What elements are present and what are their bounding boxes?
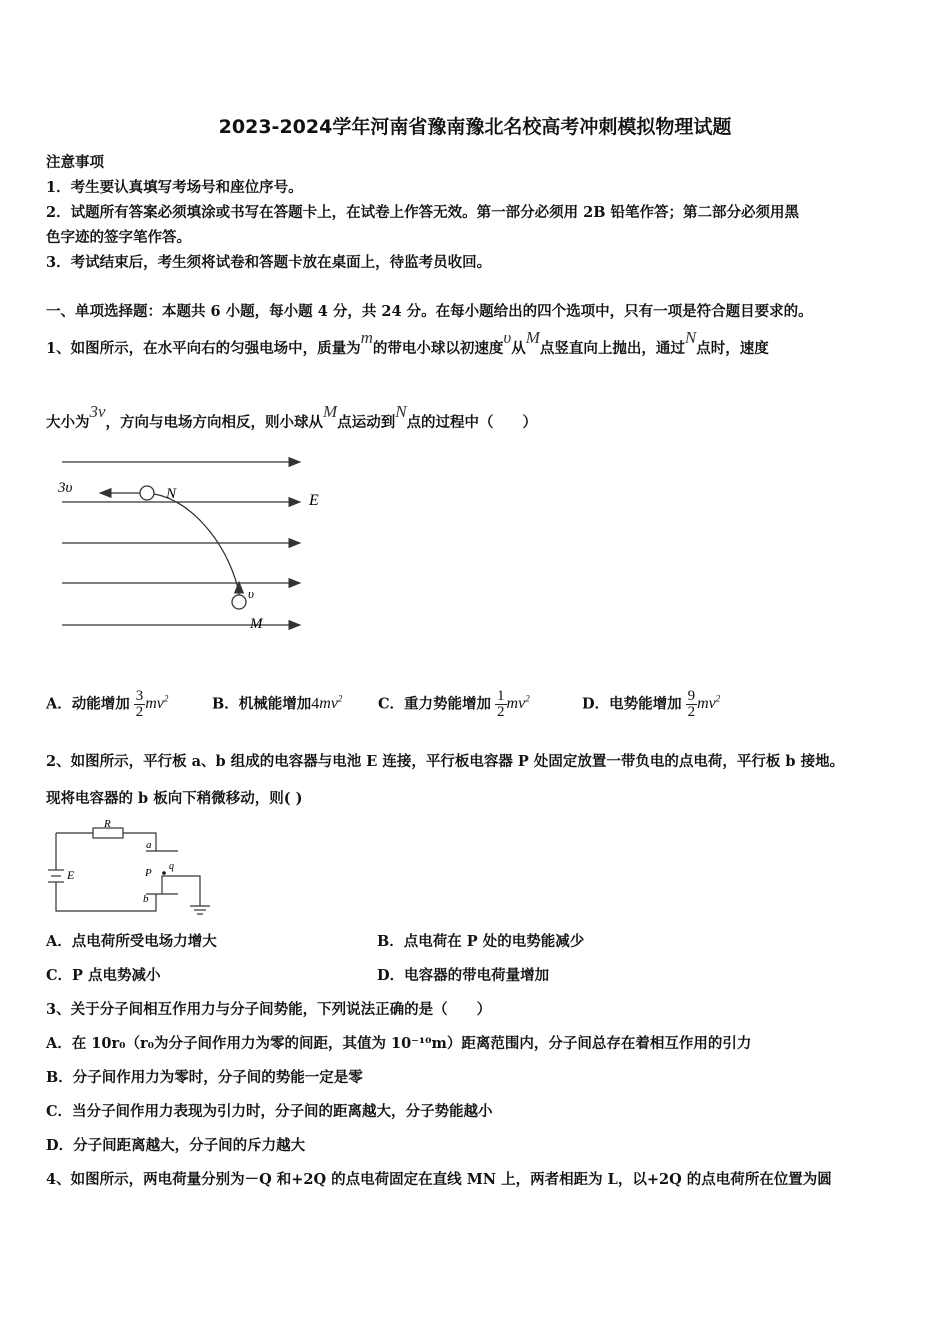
- q3-option-c: C．当分子间作用力表现为引力时，分子间的距离越大，分子势能越小: [46, 1103, 493, 1120]
- q1-sym-N: N: [684, 328, 697, 347]
- ball-at-N: [140, 486, 154, 500]
- q1-a-sq: 2: [163, 694, 169, 704]
- q1-c-den: 2: [497, 703, 505, 720]
- q2-option-b: B．点电荷在 P 处的电势能减少: [377, 933, 585, 950]
- q1-sym-v: υ: [503, 328, 512, 347]
- q1-d-mv-text: mv: [697, 695, 716, 713]
- section-heading: 一、单项选择题：本题共 6 小题，每小题 4 分，共 24 分。在每小题给出的四个选项中，只有一项是符合题目要求的。: [46, 303, 813, 320]
- q1-b-mv: [319, 695, 342, 712]
- q1-a-mv-text: mv: [145, 695, 164, 713]
- q1-b-coef: 4: [311, 695, 320, 713]
- q2-circuit-diagram: [38, 818, 218, 923]
- q1-option-a-text: A．动能增加: [46, 695, 130, 713]
- q1-sym-N2: N: [395, 402, 407, 421]
- notice-item-3: 3．考试结束后，考生须将试卷和答题卡放在桌面上，待监考员收回。: [46, 254, 492, 271]
- q1-text-5: 点时，速度: [696, 340, 769, 357]
- page-title: 2023-2024学年河南省豫南豫北名校高考冲刺模拟物理试题: [218, 116, 732, 138]
- q1-a-mv: [145, 695, 168, 712]
- q3-stem: 3、关于分子间相互作用力与分子间势能，下列说法正确的是（ ）: [46, 1001, 492, 1018]
- q1-stem-line2: [46, 402, 538, 433]
- q1-text-3: 从: [511, 340, 526, 357]
- point-charge: [162, 871, 166, 875]
- q1-option-c-fraction: [495, 689, 507, 720]
- q1-stem-line1: [46, 328, 769, 359]
- q1-option-d-fraction: [686, 689, 698, 720]
- q1-option-a: [46, 684, 168, 720]
- q1-text-7: ，方向与电场方向相反，则小球从: [105, 414, 324, 431]
- q1-a-den: 2: [135, 703, 144, 720]
- q1-text-6: 大小为: [46, 414, 90, 431]
- q1-c-sq: 2: [525, 694, 530, 704]
- q1-text-4: 点竖直向上抛出，通过: [539, 340, 685, 357]
- q1-b-sq: 2: [337, 694, 343, 704]
- q1-c-mv-text: mv: [506, 695, 526, 713]
- label-E2: E: [67, 868, 75, 882]
- notice-item-2: 2．试题所有答案必须填涂或书写在答题卡上，在试卷上作答无效。第一部分必须用 2B 铅笔作答；第二部分必须用黑: [46, 204, 800, 221]
- label-q: q: [169, 861, 174, 872]
- q4-stem: 4、如图所示，两电荷量分别为－Q 和+2Q 的点电荷固定在直线 MN 上，两者相距为 L，以+2Q 的点电荷所在位置为圆: [46, 1171, 832, 1188]
- q1-text-9: 点的过程中（ ）: [406, 414, 538, 431]
- q1-d-num: 9: [687, 687, 696, 704]
- q1-option-c: [378, 684, 530, 720]
- q1-c-mv: [507, 695, 530, 712]
- trajectory-curve: [154, 494, 238, 588]
- label-M: M: [250, 616, 263, 632]
- q1-option-d: [582, 684, 720, 720]
- q1-option-b: [212, 684, 342, 719]
- label-v: υ: [248, 586, 254, 601]
- label-R: R: [104, 818, 111, 830]
- ball-at-M: [232, 595, 246, 609]
- q1-d-mv: [697, 695, 720, 712]
- q3-option-d: D．分子间距离越大，分子间的斥力越大: [46, 1137, 306, 1154]
- q1-b-mv-text: mv: [319, 695, 338, 713]
- q1-text-2: 的带电小球以初速度: [372, 340, 504, 357]
- q2-option-d: D．电容器的带电荷量增加: [377, 967, 550, 984]
- q2-option-a: A．点电荷所受电场力增大: [46, 933, 217, 950]
- notice-item-1: 1．考生要认真填写考场号和座位序号。: [46, 179, 303, 196]
- q1-field-diagram: [50, 450, 340, 635]
- q1-sym-M: M: [525, 328, 540, 347]
- label-E: E: [309, 492, 319, 509]
- q1-text-8: 点运动到: [337, 414, 396, 431]
- q1-a-num: 3: [135, 687, 144, 704]
- q1-sym-M2: M: [323, 402, 338, 421]
- q2-option-c: C．P 点电势减小: [46, 967, 161, 984]
- q1-d-den: 2: [687, 703, 696, 720]
- q1-sym-3v: 3v: [89, 402, 106, 421]
- q1-d-sq: 2: [715, 694, 721, 704]
- q1-text-1: 1、如图所示，在水平向右的匀强电场中，质量为: [46, 340, 361, 357]
- label-3v: 3υ: [58, 480, 73, 496]
- notice-item-2-cont: 色字迹的签字笔作答。: [46, 229, 191, 246]
- label-a: a: [146, 839, 152, 851]
- label-N: N: [166, 486, 177, 502]
- q1-option-b-text: B．机械能增加: [212, 695, 312, 713]
- q1-option-c-text: C．重力势能增加: [378, 695, 492, 713]
- ground-wire: [162, 876, 200, 906]
- label-P: P: [145, 867, 152, 879]
- q1-option-d-text: D．电势能增加: [582, 695, 682, 713]
- q2-stem-line2: 现将电容器的 b 板向下稍微移动，则( ): [46, 790, 303, 807]
- q3-option-a: A．在 10r₀（r₀为分子间作用力为零的间距，其值为 10⁻¹⁰m）距离范围内，分子间总存在着相互作用的引力: [46, 1035, 752, 1052]
- q1-c-num: 1: [497, 687, 505, 704]
- q3-option-b: B．分子间作用力为零时，分子间的势能一定是零: [46, 1069, 363, 1086]
- q2-stem-line1: 2、如图所示，平行板 a、b 组成的电容器与电池 E 连接，平行板电容器 P 处固定放置一带负电的点电荷，平行板 b 接地。: [46, 753, 845, 770]
- q1-option-a-fraction: [134, 689, 146, 720]
- label-b: b: [143, 893, 149, 905]
- notice-heading: 注意事项: [46, 154, 104, 171]
- q1-sym-m: m: [360, 328, 373, 347]
